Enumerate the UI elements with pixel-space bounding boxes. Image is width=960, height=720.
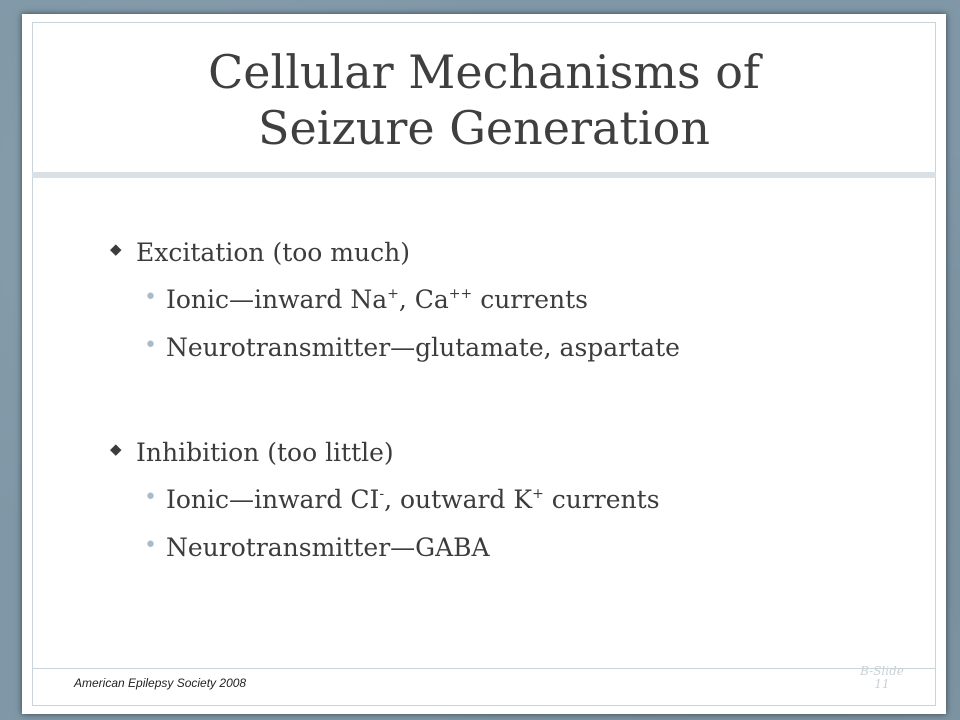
bullet-excitation [110, 238, 410, 267]
sub-bullet-text: Neurotransmitter—glutamate, aspartate [166, 333, 680, 362]
sub-bullet-text: currents [472, 285, 588, 314]
content-area [22, 14, 946, 714]
sub-bullet-neurotransmitter-inhibition [144, 533, 490, 562]
footer-credit: American Epilepsy Society 2008 [74, 676, 247, 690]
sub-bullet-neurotransmitter-excitation [144, 333, 680, 362]
slide-number-value: 11 [874, 677, 890, 691]
slide [22, 14, 946, 714]
bullet-text: Inhibition (too little) [136, 438, 394, 467]
bullet-text: Excitation (too much) [136, 238, 410, 267]
sub-bullet-ionic-excitation [144, 285, 588, 314]
bullet-inhibition [110, 438, 394, 467]
sub-bullet-text: , outward K [384, 485, 533, 514]
slide-number-label: B-Slide [860, 664, 904, 678]
dot-bullet-icon: • [144, 533, 157, 558]
dot-bullet-icon: • [144, 485, 157, 510]
slide-number [854, 665, 910, 691]
superscript: + [532, 486, 544, 502]
sub-bullet-text: , Ca [398, 285, 449, 314]
title-line-2: Seizure Generation [258, 101, 710, 155]
sub-bullet-ionic-inhibition [144, 485, 660, 514]
dot-bullet-icon: • [144, 285, 157, 310]
superscript: ++ [448, 286, 473, 302]
footer-divider [32, 668, 936, 669]
superscript: + [387, 286, 399, 302]
sub-bullet-text: currents [543, 485, 660, 514]
title-line-1: Cellular Mechanisms of [208, 45, 760, 99]
diamond-bullet-icon: ◆ [110, 240, 122, 258]
dot-bullet-icon: • [144, 333, 157, 358]
sub-bullet-text: Ionic—inward CI [166, 485, 380, 514]
sub-bullet-text: Ionic—inward Na [166, 285, 388, 314]
superscript: - [379, 486, 385, 502]
diamond-bullet-icon: ◆ [110, 440, 122, 458]
sub-bullet-text: Neurotransmitter—GABA [166, 533, 490, 562]
